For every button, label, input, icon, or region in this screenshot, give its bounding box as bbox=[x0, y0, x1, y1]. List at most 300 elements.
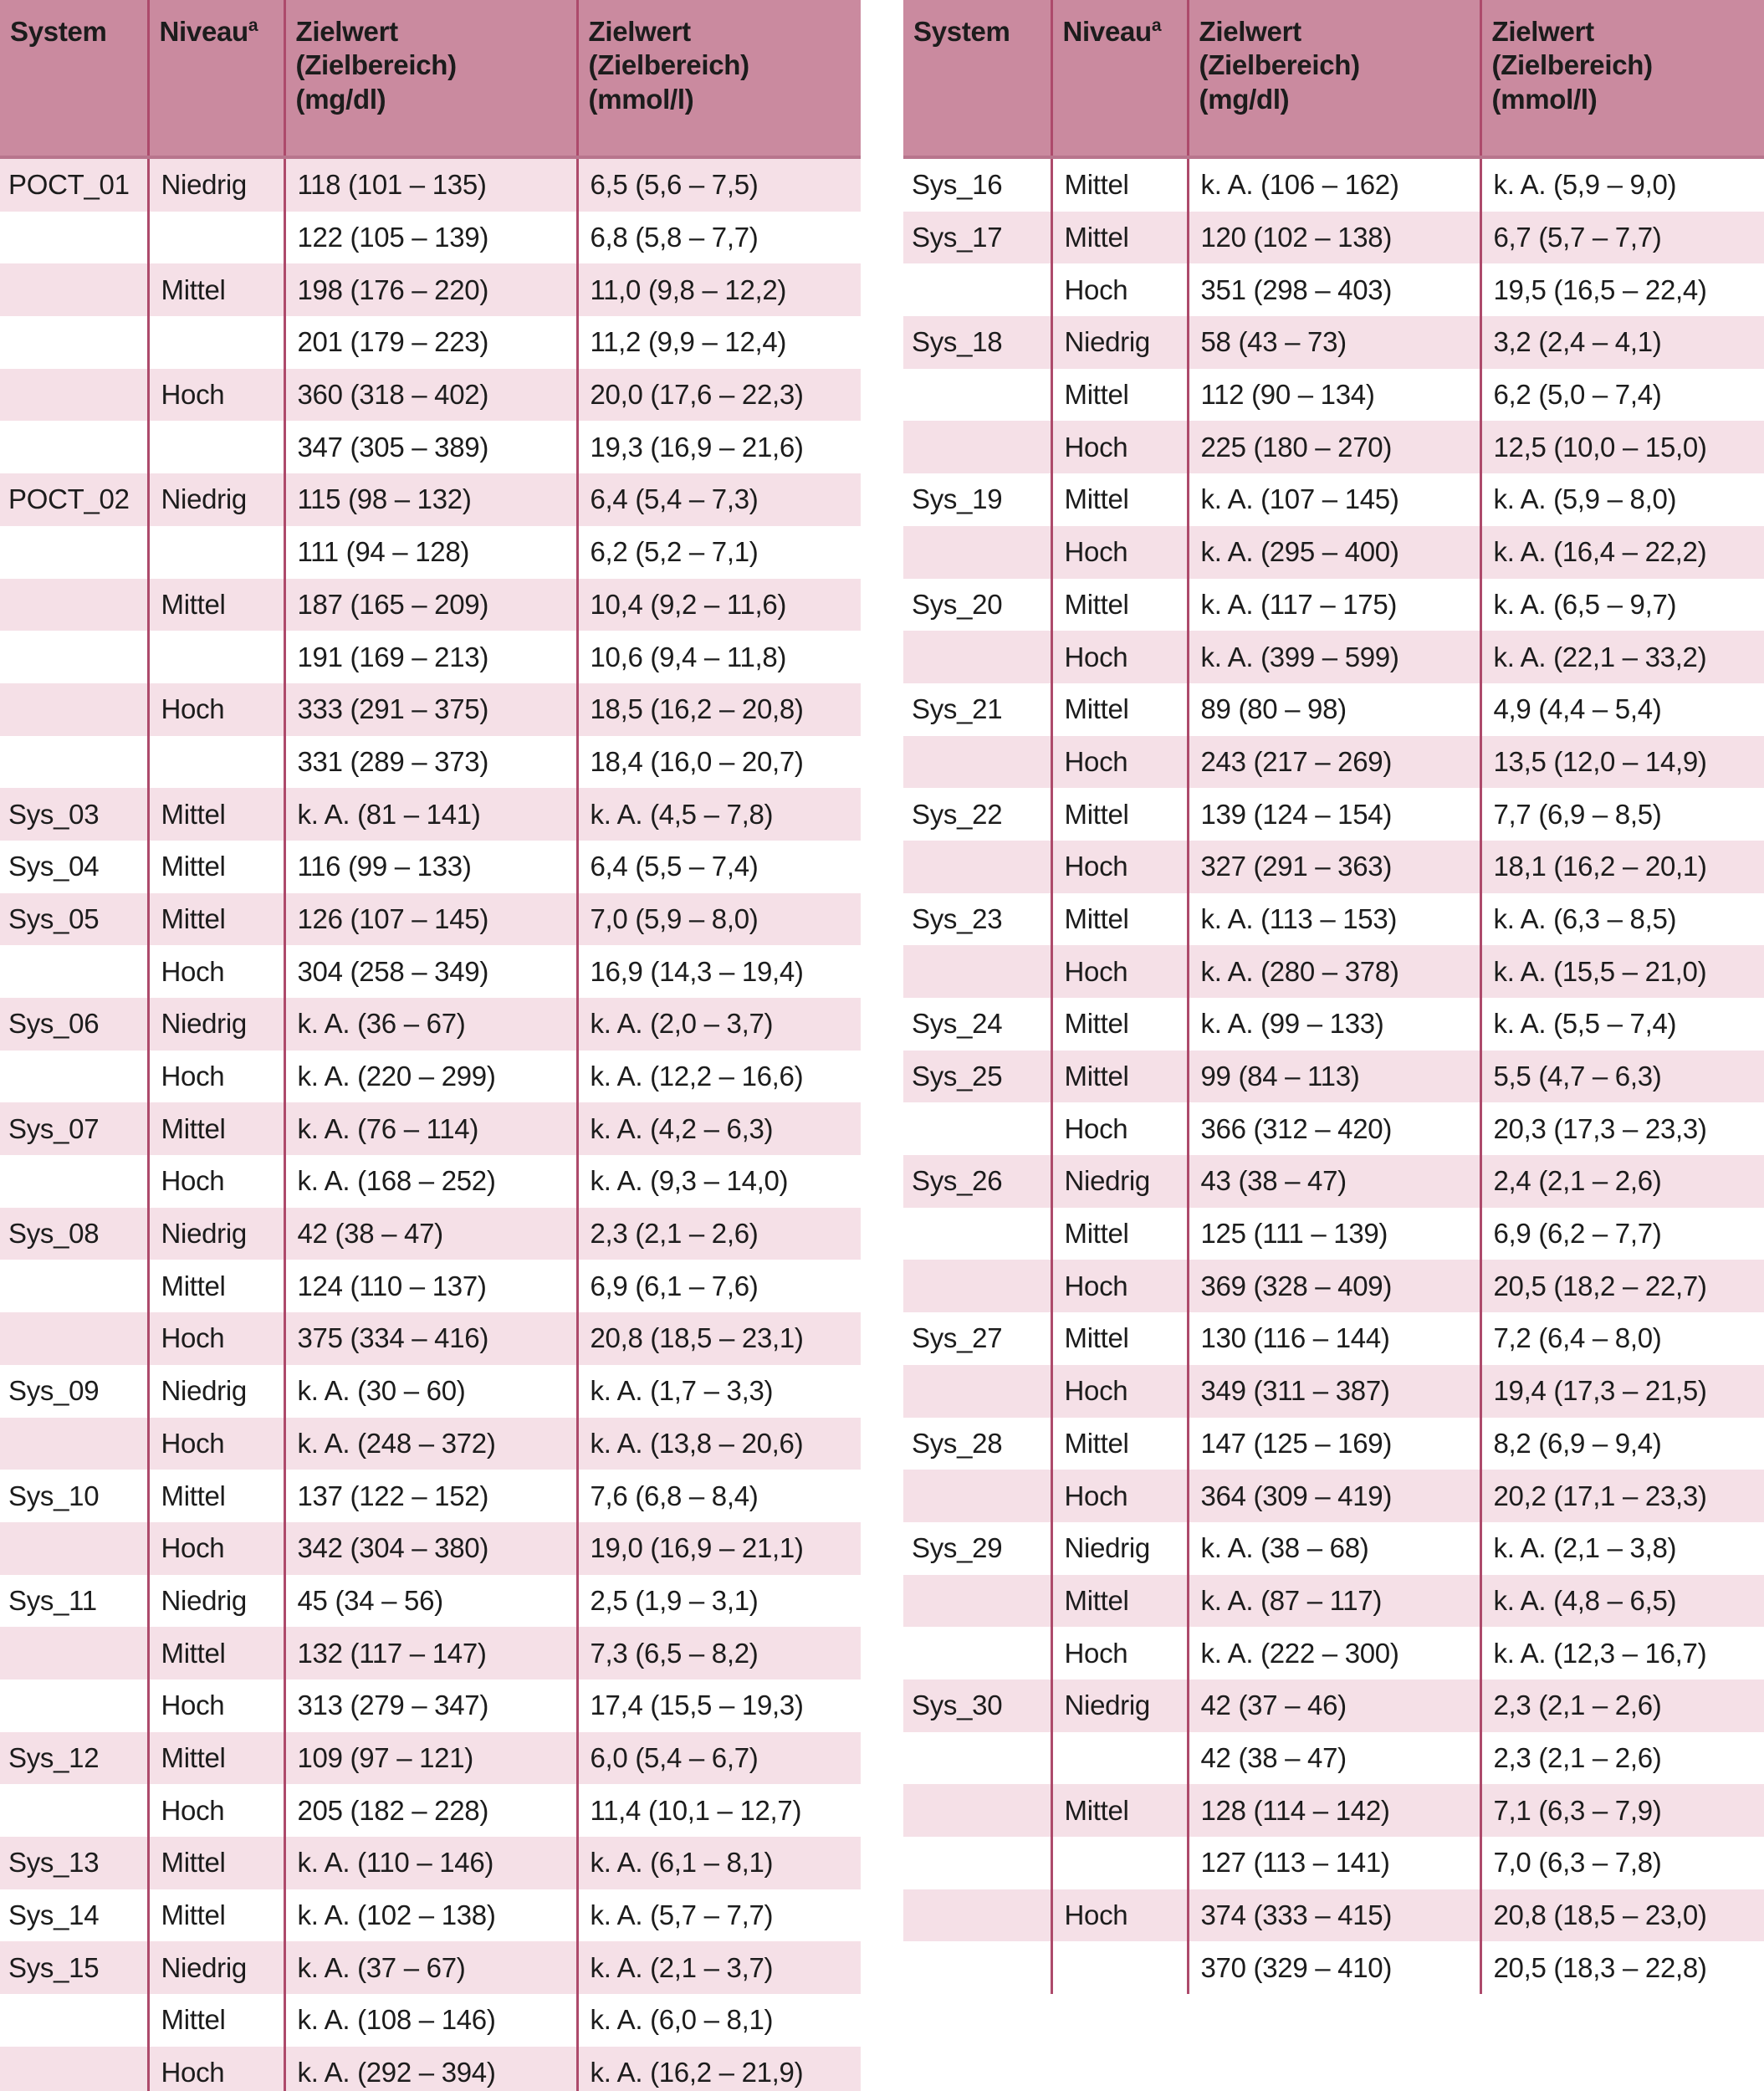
cell-zielwert-mgdl: 43 (38 – 47) bbox=[1188, 1155, 1480, 1208]
table-row bbox=[903, 579, 1764, 631]
cell-system bbox=[903, 369, 1051, 422]
footnote-marker: a bbox=[1151, 16, 1162, 35]
table-row bbox=[0, 1837, 861, 1889]
cell-zielwert-mgdl: 126 (107 – 145) bbox=[284, 893, 577, 946]
cell-system: Sys_22 bbox=[903, 788, 1051, 841]
header-label-zielwert: Zielwert bbox=[1199, 16, 1301, 47]
header-label-zielbereich: (Zielbereich) bbox=[588, 49, 749, 81]
table-row bbox=[0, 212, 861, 264]
table-row bbox=[0, 1208, 861, 1260]
col-header-zielwert-mgdl bbox=[1188, 0, 1480, 157]
cell-niveau: Hoch bbox=[1051, 1627, 1188, 1679]
cell-zielwert-mmol: 6,0 (5,4 – 6,7) bbox=[577, 1732, 861, 1785]
table-row bbox=[903, 893, 1764, 946]
cell-niveau: Mittel bbox=[148, 788, 284, 841]
cell-system bbox=[903, 1260, 1051, 1312]
table-row bbox=[0, 1470, 861, 1522]
cell-zielwert-mgdl: 122 (105 – 139) bbox=[284, 212, 577, 264]
cell-system bbox=[0, 1418, 148, 1470]
cell-zielwert-mmol: k. A. (6,1 – 8,1) bbox=[577, 1837, 861, 1889]
cell-niveau bbox=[148, 736, 284, 789]
cell-niveau bbox=[148, 421, 284, 473]
cell-zielwert-mgdl: 374 (333 – 415) bbox=[1188, 1889, 1480, 1942]
cell-system bbox=[0, 1627, 148, 1679]
cell-zielwert-mmol: 19,4 (17,3 – 21,5) bbox=[1480, 1365, 1764, 1418]
table-row bbox=[0, 1102, 861, 1155]
table-row bbox=[0, 1679, 861, 1732]
cell-zielwert-mmol: k. A. (13,8 – 20,6) bbox=[577, 1418, 861, 1470]
cell-zielwert-mgdl: 331 (289 – 373) bbox=[284, 736, 577, 789]
cell-niveau: Hoch bbox=[1051, 526, 1188, 579]
cell-niveau: Hoch bbox=[1051, 945, 1188, 998]
cell-zielwert-mgdl: 130 (116 – 144) bbox=[1188, 1312, 1480, 1365]
cell-zielwert-mgdl: 42 (38 – 47) bbox=[1188, 1732, 1480, 1785]
cell-zielwert-mmol: 6,9 (6,1 – 7,6) bbox=[577, 1260, 861, 1312]
cell-niveau: Mittel bbox=[1051, 157, 1188, 212]
cell-zielwert-mgdl: 364 (309 – 419) bbox=[1188, 1470, 1480, 1522]
cell-zielwert-mgdl: 243 (217 – 269) bbox=[1188, 736, 1480, 789]
table-row bbox=[903, 157, 1764, 212]
cell-zielwert-mmol: 7,0 (5,9 – 8,0) bbox=[577, 893, 861, 946]
cell-system bbox=[903, 1837, 1051, 1889]
cell-zielwert-mgdl: 109 (97 – 121) bbox=[284, 1732, 577, 1785]
cell-niveau: Hoch bbox=[148, 1155, 284, 1208]
cell-niveau: Niedrig bbox=[148, 1365, 284, 1418]
cell-zielwert-mmol: k. A. (5,7 – 7,7) bbox=[577, 1889, 861, 1942]
cell-zielwert-mgdl: k. A. (81 – 141) bbox=[284, 788, 577, 841]
table-header bbox=[903, 0, 1764, 157]
cell-zielwert-mgdl: k. A. (76 – 114) bbox=[284, 1102, 577, 1155]
table-row bbox=[0, 1889, 861, 1942]
header-label-zielwert: Zielwert bbox=[295, 16, 398, 47]
cell-niveau: Mittel bbox=[1051, 1418, 1188, 1470]
col-header-zielwert-mmol bbox=[577, 0, 861, 157]
cell-niveau: Niedrig bbox=[1051, 316, 1188, 369]
cell-niveau: Niedrig bbox=[148, 1575, 284, 1628]
cell-zielwert-mmol: 18,1 (16,2 – 20,1) bbox=[1480, 841, 1764, 893]
cell-niveau: Mittel bbox=[1051, 369, 1188, 422]
cell-zielwert-mmol: 19,5 (16,5 – 22,4) bbox=[1480, 263, 1764, 316]
cell-zielwert-mgdl: k. A. (107 – 145) bbox=[1188, 473, 1480, 526]
table-row bbox=[0, 421, 861, 473]
table-row bbox=[0, 893, 861, 946]
cell-zielwert-mgdl: 347 (305 – 389) bbox=[284, 421, 577, 473]
cell-zielwert-mgdl: 118 (101 – 135) bbox=[284, 157, 577, 212]
cell-system bbox=[0, 1522, 148, 1575]
cell-zielwert-mmol: 4,9 (4,4 – 5,4) bbox=[1480, 683, 1764, 736]
table-row bbox=[903, 212, 1764, 264]
cell-zielwert-mmol: k. A. (6,0 – 8,1) bbox=[577, 1994, 861, 2047]
cell-zielwert-mmol: 20,5 (18,3 – 22,8) bbox=[1480, 1941, 1764, 1994]
cell-niveau: Hoch bbox=[148, 1051, 284, 1103]
table-row bbox=[903, 1941, 1764, 1994]
cell-niveau: Hoch bbox=[148, 683, 284, 736]
cell-zielwert-mmol: k. A. (6,5 – 9,7) bbox=[1480, 579, 1764, 631]
table-row bbox=[903, 1837, 1764, 1889]
cell-zielwert-mmol: k. A. (9,3 – 14,0) bbox=[577, 1155, 861, 1208]
cell-niveau: Mittel bbox=[148, 1627, 284, 1679]
cell-zielwert-mgdl: 304 (258 – 349) bbox=[284, 945, 577, 998]
header-label-zielwert: Zielwert bbox=[1491, 16, 1594, 47]
header-label-niveau: Niveau bbox=[1062, 16, 1152, 47]
cell-niveau: Mittel bbox=[1051, 473, 1188, 526]
cell-system: Sys_09 bbox=[0, 1365, 148, 1418]
cell-zielwert-mmol: 5,5 (4,7 – 6,3) bbox=[1480, 1051, 1764, 1103]
cell-zielwert-mgdl: 369 (328 – 409) bbox=[1188, 1260, 1480, 1312]
cell-zielwert-mmol: 10,6 (9,4 – 11,8) bbox=[577, 631, 861, 683]
cell-zielwert-mgdl: 187 (165 – 209) bbox=[284, 579, 577, 631]
cell-system bbox=[903, 421, 1051, 473]
cell-zielwert-mmol: k. A. (2,1 – 3,7) bbox=[577, 1941, 861, 1994]
cell-system bbox=[903, 1627, 1051, 1679]
cell-niveau: Mittel bbox=[1051, 998, 1188, 1051]
cell-niveau: Niedrig bbox=[148, 1208, 284, 1260]
cell-zielwert-mmol: 6,2 (5,2 – 7,1) bbox=[577, 526, 861, 579]
cell-zielwert-mmol: 7,1 (6,3 – 7,9) bbox=[1480, 1784, 1764, 1837]
cell-zielwert-mgdl: k. A. (399 – 599) bbox=[1188, 631, 1480, 683]
cell-niveau bbox=[1051, 1732, 1188, 1785]
cell-zielwert-mgdl: k. A. (108 – 146) bbox=[284, 1994, 577, 2047]
cell-niveau bbox=[148, 631, 284, 683]
table-row bbox=[0, 788, 861, 841]
cell-niveau: Hoch bbox=[1051, 1260, 1188, 1312]
header-label-unit-mmol: (mmol/l) bbox=[588, 83, 694, 115]
cell-system bbox=[903, 1102, 1051, 1155]
cell-system: POCT_02 bbox=[0, 473, 148, 526]
cell-system: Sys_16 bbox=[903, 157, 1051, 212]
table-row bbox=[903, 945, 1764, 998]
cell-system bbox=[0, 1155, 148, 1208]
cell-niveau: Niedrig bbox=[148, 473, 284, 526]
cell-system: Sys_11 bbox=[0, 1575, 148, 1628]
table-row bbox=[0, 1941, 861, 1994]
cell-zielwert-mmol: 2,4 (2,1 – 2,6) bbox=[1480, 1155, 1764, 1208]
cell-system: Sys_17 bbox=[903, 212, 1051, 264]
cell-zielwert-mmol: 7,7 (6,9 – 8,5) bbox=[1480, 788, 1764, 841]
cell-system: Sys_07 bbox=[0, 1102, 148, 1155]
cell-system: Sys_13 bbox=[0, 1837, 148, 1889]
cell-system: Sys_25 bbox=[903, 1051, 1051, 1103]
table-row bbox=[903, 421, 1764, 473]
cell-zielwert-mgdl: 125 (111 – 139) bbox=[1188, 1208, 1480, 1260]
cell-zielwert-mgdl: k. A. (220 – 299) bbox=[284, 1051, 577, 1103]
table-row bbox=[903, 1732, 1764, 1785]
cell-niveau bbox=[148, 212, 284, 264]
table-row bbox=[0, 1994, 861, 2047]
table-row bbox=[903, 263, 1764, 316]
cell-zielwert-mgdl: k. A. (110 – 146) bbox=[284, 1837, 577, 1889]
cell-zielwert-mgdl: k. A. (113 – 153) bbox=[1188, 893, 1480, 946]
cell-zielwert-mgdl: 128 (114 – 142) bbox=[1188, 1784, 1480, 1837]
cell-niveau: Mittel bbox=[148, 1102, 284, 1155]
cell-niveau: Niedrig bbox=[1051, 1155, 1188, 1208]
cell-system bbox=[0, 736, 148, 789]
col-header-system bbox=[0, 0, 148, 157]
cell-zielwert-mgdl: k. A. (87 – 117) bbox=[1188, 1575, 1480, 1628]
cell-system: Sys_12 bbox=[0, 1732, 148, 1785]
header-row bbox=[0, 0, 861, 157]
table-body-left bbox=[0, 157, 861, 2091]
header-label-unit-mmol: (mmol/l) bbox=[1491, 83, 1598, 115]
table-row bbox=[0, 1522, 861, 1575]
cell-zielwert-mmol: 20,5 (18,2 – 22,7) bbox=[1480, 1260, 1764, 1312]
cell-system: Sys_05 bbox=[0, 893, 148, 946]
cell-zielwert-mgdl: 205 (182 – 228) bbox=[284, 1784, 577, 1837]
cell-zielwert-mmol: 6,8 (5,8 – 7,7) bbox=[577, 212, 861, 264]
cell-zielwert-mmol: 7,2 (6,4 – 8,0) bbox=[1480, 1312, 1764, 1365]
header-label-system: System bbox=[913, 16, 1010, 47]
cell-zielwert-mmol: k. A. (4,2 – 6,3) bbox=[577, 1102, 861, 1155]
cell-zielwert-mgdl: 147 (125 – 169) bbox=[1188, 1418, 1480, 1470]
cell-niveau: Hoch bbox=[1051, 631, 1188, 683]
table-row bbox=[0, 316, 861, 369]
cell-zielwert-mgdl: k. A. (168 – 252) bbox=[284, 1155, 577, 1208]
header-label-system: System bbox=[10, 16, 107, 47]
table-row bbox=[0, 1155, 861, 1208]
cell-system: Sys_24 bbox=[903, 998, 1051, 1051]
cell-niveau bbox=[1051, 1941, 1188, 1994]
cell-niveau: Hoch bbox=[1051, 736, 1188, 789]
cell-niveau: Hoch bbox=[1051, 1365, 1188, 1418]
results-table-left bbox=[0, 0, 861, 2091]
cell-system bbox=[903, 1732, 1051, 1785]
cell-zielwert-mgdl: 198 (176 – 220) bbox=[284, 263, 577, 316]
cell-niveau: Mittel bbox=[148, 893, 284, 946]
cell-niveau: Hoch bbox=[1051, 1102, 1188, 1155]
cell-zielwert-mgdl: 191 (169 – 213) bbox=[284, 631, 577, 683]
cell-niveau bbox=[1051, 1837, 1188, 1889]
cell-niveau: Mittel bbox=[148, 1837, 284, 1889]
header-label-zielbereich: (Zielbereich) bbox=[1491, 49, 1653, 81]
cell-zielwert-mgdl: 111 (94 – 128) bbox=[284, 526, 577, 579]
cell-system bbox=[0, 631, 148, 683]
cell-niveau: Hoch bbox=[148, 1679, 284, 1732]
cell-system bbox=[903, 526, 1051, 579]
cell-zielwert-mmol: 12,5 (10,0 – 15,0) bbox=[1480, 421, 1764, 473]
table-row bbox=[903, 1679, 1764, 1732]
cell-system bbox=[0, 1260, 148, 1312]
cell-zielwert-mmol: k. A. (5,9 – 9,0) bbox=[1480, 157, 1764, 212]
cell-zielwert-mgdl: 120 (102 – 138) bbox=[1188, 212, 1480, 264]
cell-zielwert-mgdl: k. A. (248 – 372) bbox=[284, 1418, 577, 1470]
cell-zielwert-mmol: k. A. (5,5 – 7,4) bbox=[1480, 998, 1764, 1051]
table-row bbox=[0, 683, 861, 736]
cell-niveau: Mittel bbox=[148, 1260, 284, 1312]
cell-niveau: Mittel bbox=[148, 1994, 284, 2047]
table-row bbox=[903, 526, 1764, 579]
header-label-unit-mgdl: (mg/dl) bbox=[295, 83, 386, 115]
cell-niveau: Mittel bbox=[148, 841, 284, 893]
col-header-system bbox=[903, 0, 1051, 157]
cell-zielwert-mgdl: 139 (124 – 154) bbox=[1188, 788, 1480, 841]
cell-system bbox=[903, 736, 1051, 789]
cell-zielwert-mgdl: 366 (312 – 420) bbox=[1188, 1102, 1480, 1155]
cell-niveau: Mittel bbox=[1051, 893, 1188, 946]
cell-zielwert-mmol: k. A. (4,5 – 7,8) bbox=[577, 788, 861, 841]
table-row bbox=[903, 1575, 1764, 1628]
cell-niveau: Hoch bbox=[148, 2047, 284, 2091]
cell-zielwert-mmol: 2,5 (1,9 – 3,1) bbox=[577, 1575, 861, 1628]
cell-zielwert-mgdl: k. A. (117 – 175) bbox=[1188, 579, 1480, 631]
cell-niveau: Hoch bbox=[1051, 1889, 1188, 1942]
cell-zielwert-mgdl: k. A. (38 – 68) bbox=[1188, 1522, 1480, 1575]
table-row bbox=[903, 1522, 1764, 1575]
table-row bbox=[0, 526, 861, 579]
cell-zielwert-mmol: 20,2 (17,1 – 23,3) bbox=[1480, 1470, 1764, 1522]
cell-system bbox=[903, 1470, 1051, 1522]
cell-niveau: Mittel bbox=[148, 579, 284, 631]
table-row bbox=[903, 736, 1764, 789]
cell-niveau: Hoch bbox=[1051, 421, 1188, 473]
cell-zielwert-mmol: k. A. (22,1 – 33,2) bbox=[1480, 631, 1764, 683]
cell-niveau bbox=[148, 526, 284, 579]
cell-system bbox=[903, 1784, 1051, 1837]
cell-system bbox=[0, 421, 148, 473]
cell-zielwert-mmol: k. A. (16,2 – 21,9) bbox=[577, 2047, 861, 2091]
table-row bbox=[903, 1102, 1764, 1155]
cell-zielwert-mgdl: 112 (90 – 134) bbox=[1188, 369, 1480, 422]
cell-system: Sys_27 bbox=[903, 1312, 1051, 1365]
cell-zielwert-mgdl: k. A. (36 – 67) bbox=[284, 998, 577, 1051]
table-row bbox=[0, 1575, 861, 1628]
cell-zielwert-mmol: 8,2 (6,9 – 9,4) bbox=[1480, 1418, 1764, 1470]
table-row bbox=[0, 1365, 861, 1418]
cell-niveau: Mittel bbox=[148, 1889, 284, 1942]
table-row bbox=[0, 841, 861, 893]
cell-system bbox=[0, 683, 148, 736]
table-row bbox=[903, 1889, 1764, 1942]
header-label-unit-mgdl: (mg/dl) bbox=[1199, 83, 1290, 115]
cell-niveau: Hoch bbox=[148, 945, 284, 998]
table-row bbox=[903, 998, 1764, 1051]
cell-zielwert-mmol: 18,4 (16,0 – 20,7) bbox=[577, 736, 861, 789]
cell-zielwert-mgdl: 115 (98 – 132) bbox=[284, 473, 577, 526]
cell-zielwert-mgdl: 99 (84 – 113) bbox=[1188, 1051, 1480, 1103]
cell-zielwert-mmol: 6,7 (5,7 – 7,7) bbox=[1480, 212, 1764, 264]
cell-system: Sys_14 bbox=[0, 1889, 148, 1942]
header-label-zielbereich: (Zielbereich) bbox=[295, 49, 457, 81]
cell-zielwert-mmol: 20,0 (17,6 – 22,3) bbox=[577, 369, 861, 422]
cell-system bbox=[903, 1208, 1051, 1260]
col-header-niveau bbox=[148, 0, 284, 157]
cell-system: Sys_29 bbox=[903, 1522, 1051, 1575]
cell-zielwert-mmol: 19,0 (16,9 – 21,1) bbox=[577, 1522, 861, 1575]
results-table-right bbox=[903, 0, 1764, 1994]
cell-system bbox=[903, 631, 1051, 683]
cell-niveau: Hoch bbox=[148, 1522, 284, 1575]
col-header-niveau bbox=[1051, 0, 1188, 157]
cell-system bbox=[0, 579, 148, 631]
cell-system: Sys_03 bbox=[0, 788, 148, 841]
cell-zielwert-mmol: k. A. (6,3 – 8,5) bbox=[1480, 893, 1764, 946]
cell-zielwert-mmol: 11,2 (9,9 – 12,4) bbox=[577, 316, 861, 369]
cell-niveau: Mittel bbox=[1051, 1575, 1188, 1628]
cell-zielwert-mgdl: k. A. (292 – 394) bbox=[284, 2047, 577, 2091]
table-row bbox=[0, 945, 861, 998]
cell-zielwert-mgdl: k. A. (37 – 67) bbox=[284, 1941, 577, 1994]
cell-zielwert-mgdl: 342 (304 – 380) bbox=[284, 1522, 577, 1575]
cell-system: Sys_15 bbox=[0, 1941, 148, 1994]
cell-zielwert-mmol: 6,4 (5,5 – 7,4) bbox=[577, 841, 861, 893]
cell-zielwert-mgdl: 313 (279 – 347) bbox=[284, 1679, 577, 1732]
cell-zielwert-mgdl: k. A. (280 – 378) bbox=[1188, 945, 1480, 998]
cell-zielwert-mgdl: 132 (117 – 147) bbox=[284, 1627, 577, 1679]
cell-niveau: Mittel bbox=[148, 263, 284, 316]
cell-niveau: Hoch bbox=[148, 1312, 284, 1365]
cell-niveau: Mittel bbox=[148, 1732, 284, 1785]
cell-zielwert-mmol: 13,5 (12,0 – 14,9) bbox=[1480, 736, 1764, 789]
cell-zielwert-mgdl: k. A. (106 – 162) bbox=[1188, 157, 1480, 212]
cell-zielwert-mgdl: 327 (291 – 363) bbox=[1188, 841, 1480, 893]
cell-zielwert-mmol: 20,3 (17,3 – 23,3) bbox=[1480, 1102, 1764, 1155]
cell-system bbox=[0, 945, 148, 998]
table-row bbox=[903, 788, 1764, 841]
cell-niveau: Niedrig bbox=[148, 998, 284, 1051]
header-row bbox=[903, 0, 1764, 157]
cell-zielwert-mmol: 11,0 (9,8 – 12,2) bbox=[577, 263, 861, 316]
cell-zielwert-mmol: 3,2 (2,4 – 4,1) bbox=[1480, 316, 1764, 369]
cell-system bbox=[903, 945, 1051, 998]
cell-system: Sys_20 bbox=[903, 579, 1051, 631]
cell-system bbox=[903, 841, 1051, 893]
cell-zielwert-mgdl: 225 (180 – 270) bbox=[1188, 421, 1480, 473]
cell-system bbox=[0, 1784, 148, 1837]
cell-system bbox=[0, 1312, 148, 1365]
cell-niveau: Mittel bbox=[1051, 683, 1188, 736]
table-row bbox=[0, 579, 861, 631]
table-row bbox=[903, 1260, 1764, 1312]
cell-niveau: Niedrig bbox=[148, 1941, 284, 1994]
cell-niveau: Hoch bbox=[1051, 1470, 1188, 1522]
cell-zielwert-mgdl: 127 (113 – 141) bbox=[1188, 1837, 1480, 1889]
cell-zielwert-mmol: 2,3 (2,1 – 2,6) bbox=[577, 1208, 861, 1260]
cell-zielwert-mgdl: 58 (43 – 73) bbox=[1188, 316, 1480, 369]
cell-niveau: Mittel bbox=[1051, 579, 1188, 631]
cell-system bbox=[903, 1889, 1051, 1942]
cell-zielwert-mmol: 17,4 (15,5 – 19,3) bbox=[577, 1679, 861, 1732]
table-row bbox=[0, 1784, 861, 1837]
cell-niveau: Mittel bbox=[1051, 788, 1188, 841]
cell-zielwert-mmol: 6,5 (5,6 – 7,5) bbox=[577, 157, 861, 212]
cell-zielwert-mmol: k. A. (4,8 – 6,5) bbox=[1480, 1575, 1764, 1628]
cell-zielwert-mmol: 6,4 (5,4 – 7,3) bbox=[577, 473, 861, 526]
cell-niveau: Mittel bbox=[1051, 212, 1188, 264]
table-header bbox=[0, 0, 861, 157]
cell-zielwert-mmol: 6,2 (5,0 – 7,4) bbox=[1480, 369, 1764, 422]
cell-niveau: Hoch bbox=[1051, 263, 1188, 316]
cell-zielwert-mgdl: k. A. (222 – 300) bbox=[1188, 1627, 1480, 1679]
cell-zielwert-mgdl: k. A. (30 – 60) bbox=[284, 1365, 577, 1418]
cell-niveau: Niedrig bbox=[1051, 1522, 1188, 1575]
table-row bbox=[903, 1365, 1764, 1418]
cell-niveau: Hoch bbox=[148, 1784, 284, 1837]
cell-zielwert-mmol: k. A. (2,1 – 3,8) bbox=[1480, 1522, 1764, 1575]
cell-zielwert-mgdl: 349 (311 – 387) bbox=[1188, 1365, 1480, 1418]
cell-zielwert-mgdl: 45 (34 – 56) bbox=[284, 1575, 577, 1628]
table-row bbox=[903, 1470, 1764, 1522]
cell-system bbox=[0, 263, 148, 316]
cell-system: Sys_04 bbox=[0, 841, 148, 893]
cell-zielwert-mmol: 20,8 (18,5 – 23,0) bbox=[1480, 1889, 1764, 1942]
cell-niveau: Niedrig bbox=[148, 157, 284, 212]
cell-niveau: Niedrig bbox=[1051, 1679, 1188, 1732]
cell-zielwert-mmol: 6,9 (6,2 – 7,7) bbox=[1480, 1208, 1764, 1260]
table-row bbox=[903, 473, 1764, 526]
table-row bbox=[903, 1627, 1764, 1679]
table-row bbox=[903, 1312, 1764, 1365]
cell-system: Sys_08 bbox=[0, 1208, 148, 1260]
cell-zielwert-mmol: 7,0 (6,3 – 7,8) bbox=[1480, 1837, 1764, 1889]
